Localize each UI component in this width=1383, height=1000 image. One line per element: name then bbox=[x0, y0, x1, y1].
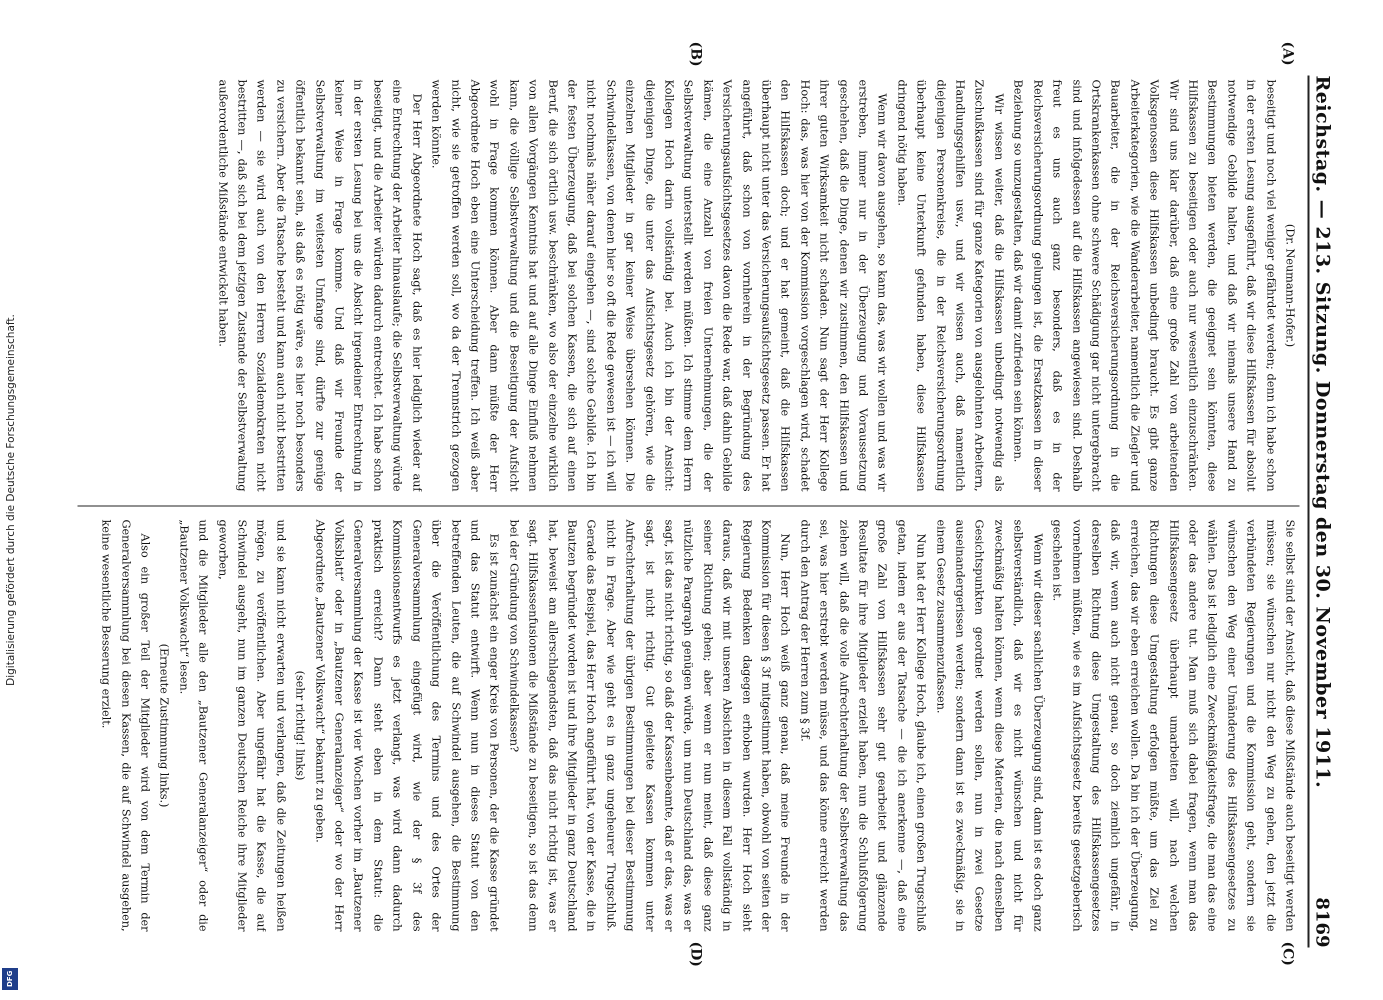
funding-note: Digitalisierung gefördert durch die Deutsche Forschungsgemeinschaft. bbox=[5, 314, 18, 686]
column-divider bbox=[77, 506, 1299, 507]
paragraph: Also ein großer Teil der Mitglieder wird von dem Termin der Generalversammlung bei diesen Kassen, die auf Schwindel ausgehen, keine wesentliche Besserung erzielt. bbox=[99, 519, 153, 932]
paragraph: Nun, Herr Hoch weiß ganz genau, daß meine Freunde in der Kommission für diesen § 3f mitgestimmt haben, obwohl von seiten der Regierung Bedenken dagegen erhoben wurden. Herr Hoch sieht daraus, daß wir mit unseren Absichten in diesem Fall vollständig in seiner Richtung gehen; aber wenn er nun meint, daß diese ganz nützliche Paragraph genügen würde, um nun Deutschland das, was er sagt, ist das nicht richtig, so daß der Kassenbeamte, daß er das, was er sagt, ist nicht richtig. Gut geleitete Kassen kommen unter Aufrechterhaltung der übrigen Bestimmungen bei dieser Bestimmung nicht in Frage. Aber wie geht es in ganz ungeheurer Trugschluß. Gerade das Beispiel, das Herr Hoch angeführt hat, von der Kasse, die in Bautzen begründet worden ist und ihre Mitglieder in ganz Deutschland hat, beweist am allerschlagendsten, daß das nicht richtig ist, was er sagt. Hilfskassenfusionen die Mißstände zu beseitigen, so ist das denn bei der Gründung von Schwindelkassen? bbox=[506, 519, 793, 932]
paragraph: und sie kann nicht erwarten und verlangen, daß die Zeitungen heißen mögen, zu veröffentlichen. Aber ungefähr hat die Kasse, die auf Schwindel ausgeht, nun im ganzen Deutschen Reiche ihre Mitglieder geworben, bbox=[215, 519, 288, 932]
margin-mark-a: (A) bbox=[1279, 41, 1295, 66]
paragraph: Wir wissen weiter, daß die Hilfskassen unbedingt notwendig als Zuschußkassen sind für ganze Kategorien von ausgelohnten Arbeitern, Handlungsgehilfen usw., und wir wissen auch, daß namentlich diejenigen Personenkreise, die in der Reichsversicherungsordnung überhaupt keine Unterkunft gefunden haben, diese Hilfskassen dringend nötig haben. bbox=[894, 79, 1006, 492]
dfg-logo: DFG bbox=[2, 968, 18, 990]
left-column bbox=[77, 80, 1299, 492]
margin-mark-c: (C) bbox=[1279, 941, 1295, 966]
header-title: Reichstag. — 213. Sitzung. Donnerstag den 30. November 1911. bbox=[1311, 75, 1333, 789]
speaker-label: (Dr. Neumann-Hofer.) bbox=[1283, 223, 1297, 348]
paragraph: Wenn wir davon ausgehen, so kann das, was wir wollen und was wir erstreben, immer nur in der Überzeugung und Voraussetzung geschehen, daß die Dinge, denen wir zustimmen, den Hilfskassen und ihrer guten Wirksamkeit nicht schaden. Nun sagt der Herr Kollege Hoch: das, was hier von der Kommission vorgeschlagen wird, schadet den Hilfskassen doch; und er hat gemeint, daß die Hilfskassen überhaupt nicht unter das Versicherungsaufsichtsgesetz passen. Er hat angeführt, daß schon von vornherein in der Begründung des Versicherungsaufsichtsgesetzes davon die Rede war, daß dahin Gebilde kämen, die eine Anzahl von freien Unternehmungen, die der Selbstverwaltung unterstellt werden müßten. Ich stimme dem Herrn Kollegen Hoch darin vollständig bei. Auch ich bin der Ansicht: diejenigen Dinge, die unter das Aufsichtsgesetz gehören, wie die einzelnen Mitglieder in gar keiner Weise übersehen können. Die Schwindelkassen, von denen hier so oft die Rede gewesen ist — ich will nicht nochmals näher darauf eingehen —, sind solche Gebilde. Ich bin der festen Überzeugung, daß bei solchen Kassen, die sich auf einen Beruf, die sich örtlich usw. beschränken, wo also der einzelne wirklich von allen Vorgängen Kenntnis hat und auf alle Dinge Einfluß nehmen kann, die völlige Selbstverwaltung und die Beseitigung der Aufsicht wohl in Frage kommen können. Aber dann müßte der Herr Abgeordnete Hoch eben eine Unterscheidung treffen. Ich weiß aber nicht, wie sie getroffen werden soll, wo da der Trennstrich gezogen werden könnte. bbox=[429, 79, 890, 492]
margin-mark-d: (D) bbox=[687, 941, 703, 967]
paragraph: Es ist zunächst ein enger Kreis von Personen, der die Kasse gründet und das Statut entwirft. Wenn nun in dieses Statut von den betreffenden Leuten, die auf Schwindel ausgehen, die Bestimmung über die Veröffentlichung des Termins und des Ortes der Generalversammlung eingefügt wird, wie der § 3f des Kommissionsentwurfs es jetzt verlangt, was wird dann dadurch praktisch erreicht? Dann steht eben in dem Statut: die Generalversammlung der Kasse ist vier Wochen vorher im „Bautzener Volksblatt“ oder in „Bautzener Generalanzeiger“ oder wo der Herr Abgeordnete „Bautzener Volkswacht“ bekannt zu geben. bbox=[312, 519, 502, 932]
interjection: (Erneute Zustimmung links.) bbox=[157, 643, 172, 808]
paragraph: Nun hat der Herr Kollege Hoch, glaube ich, einen großen Trugschluß getan, indem er aus der Tatsache — die ich anerkenne —, daß eine große Zahl von Hilfskassen sehr gut gearbeitet und glänzende Resultate für ihre Mitglieder erzielt haben, nun die Schlußfolgerung ziehen will, daß die volle Aufrechterhaltung der Selbstverwaltung das sei, was hier erstrebt werden müsse, und das könne erreicht werden durch den Antrag der Herren zum § 3f. bbox=[797, 519, 929, 932]
document-page bbox=[40, 20, 1343, 980]
funding-sidebar bbox=[0, 0, 22, 1000]
paragraph: Der Herr Abgeordnete Hoch sagt, daß es hier lediglich wieder auf eine Entrechtung der Arbeiter hinauslaufe; die Selbstverwaltung würde beseitigt, und die Arbeiter würden dadurch entrechtet. Ich habe schon in der ersten Lesung bei uns die Absicht irgendeiner Entrechtung in keiner Weise in Frage komme. Und daß wir Freunde der Selbstverwaltung im weitesten Umfange sind, dürfte zur genüge öffentlich bekannt sein, als daß es nötig wäre, es hier noch besonders zu versichern. Aber die Tatsache besteht und kann auch nicht bestritten werden — sie wird auch von den Herren Sozialdemokraten nicht bestritten —, daß sich bei dem jetzigen Zustande der Selbstverwaltung außerordentliche Mißstände entwickelt haben. bbox=[215, 79, 424, 492]
paragraph: beseitigt und noch viel weniger gefährdet werden; denn ich habe schon in der ersten Lesung ausgeführt, daß wir diese Hilfskassen für absolut notwendige Gebilde halten, und daß wir niemals unsere Hand zu Bestimmungen bieten werden, die geeignet sein könnten, diese Hilfskassen zu beseitigen oder auch nur wesentlich einzuschränken. Wir sind uns klar darüber, daß eine große Zahl von arbeitenden Volksgenossen diese Hilfskassen unbedingt braucht. Es gibt ganze Arbeiterkategorien, wie die Wanderarbeiter, namentlich die Ziegler und Bauarbeiter, die in der Reichsversicherungsordnung in die Ortskrankenkassen ohne schwere Schädigung gar nicht untergebracht sind und infolgedessen auf die Hilfskassen angewiesen sind. Deshalb freut es uns auch ganz besonders, daß es in der Reichsversicherungsordnung gelungen ist, die Ersatzkassen in dieser Beziehung so umzugestalten, daß wir damit zufrieden sein können. bbox=[1011, 79, 1278, 492]
margin-mark-b: (B) bbox=[687, 41, 703, 67]
interjection: (sehr richtig! links) bbox=[293, 670, 308, 781]
right-column bbox=[77, 520, 1299, 932]
paragraph: und die Mitglieder alle den „Bautzener Generalanzeiger“ oder die „Bautzener Volkswacht“ lesen. bbox=[176, 519, 211, 932]
paragraph: Wenn wir dieser sachlichen Überzeugung sind, dann ist es doch ganz selbstverständlich, daß wir es nicht wünschen und nicht für zweckmäßig halten können, wenn diese Materien, die nach denselben Gesichtspunkten geordnet werden sollen, nun in zwei Gesetze auseinandergerissen werden; sondern dann ist es zweckmäßig, sie in einem Gesetz zusammenzufassen. bbox=[933, 519, 1045, 932]
page-number: 8169 bbox=[1311, 897, 1332, 948]
paragraph: Sie selbst sind der Ansicht, daß diese Mißstände auch beseitigt werden müssen; sie wünschen nur nicht den Weg zu gehen, den jetzt die verbündeten Regierungen und die Kommission geht, sondern sie wünschen den Weg einer Umänderung des Hilfskassengesetzes zu wählen. Das ist lediglich eine Zweckmäßigkeitsfrage, die man das eine oder das andere tut. Man muß sich dabei fragen, wenn man das Hilfskassengesetz überhaupt umarbeiten will, nach welchen Richtungen diese Umgestaltung erfolgen müßte, um das Ziel zu erreichen, das wir eben erreichen wollen. Da bin ich der Überzeugung, daß wir, wenn auch nicht genau, so doch ziemlich ungefähr, in derselben Richtung diese Umgestaltung des Hilfskassengesetzes vornehmen müßten, wie es im Aufsichtsgesetz bereits gesetzgeberisch geschehen ist. bbox=[1050, 519, 1297, 932]
page-header bbox=[1307, 76, 1343, 948]
